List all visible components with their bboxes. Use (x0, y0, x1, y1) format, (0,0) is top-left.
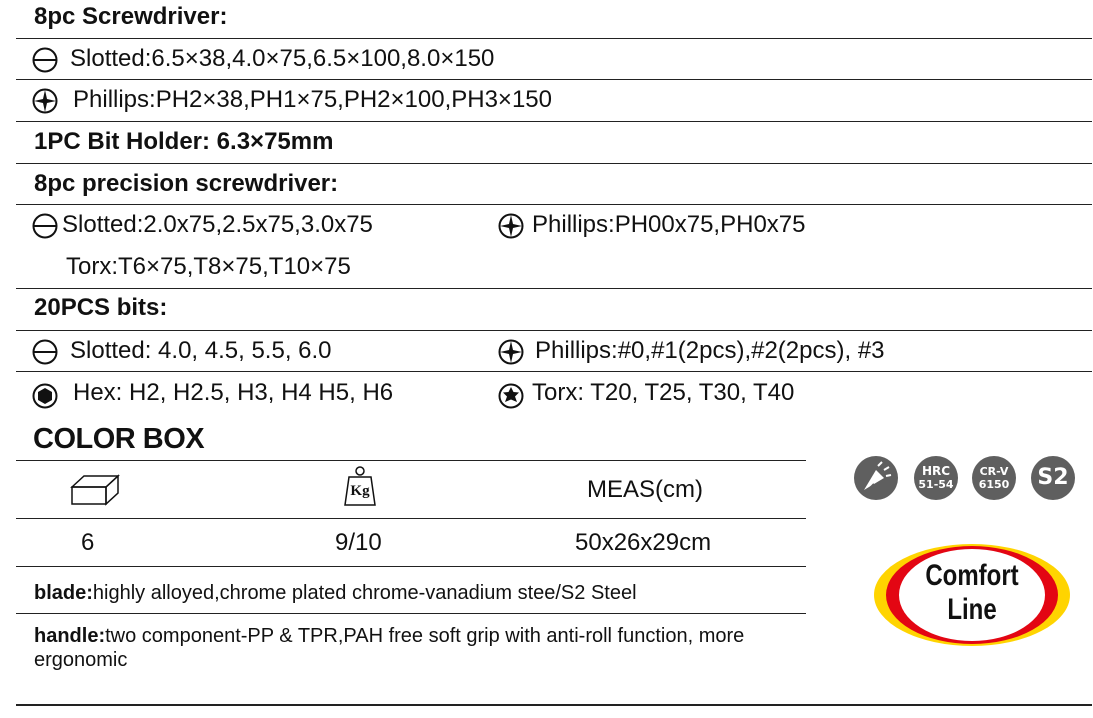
precision-slotted-spec: Slotted:2.0x75,2.5x75,3.0x75 (62, 211, 373, 238)
weight-value: 9/10 (335, 529, 382, 556)
bits-hex-spec: Hex: H2, H2.5, H3, H4 H5, H6 (73, 379, 394, 406)
section-title-8pc-screwdriver: 8pc Screwdriver: (34, 3, 228, 30)
kg-label: Kg (350, 483, 370, 499)
divider (16, 0, 1092, 39)
crv-badge (972, 456, 1016, 500)
bits-torx-spec: Torx: T20, T25, T30, T40 (532, 379, 795, 406)
impact-resistant-icon (854, 456, 898, 500)
divider (16, 122, 1092, 164)
bottom-rule (16, 704, 1092, 706)
divider (16, 460, 806, 461)
divider (16, 164, 1092, 205)
divider (16, 39, 1092, 80)
divider (16, 205, 1092, 289)
divider (16, 518, 806, 519)
logo-line2: Line (947, 593, 997, 626)
blade-note (34, 581, 804, 605)
phillips-spec: Phillips:PH2×38,PH1×75,PH2×100,PH3×150 (73, 86, 552, 113)
handle-text: two component-PP & TPR,PAH free soft grip with anti-roll function, more ergonomic (34, 625, 745, 671)
blade-label: blade: (34, 582, 93, 604)
logo-line1: Comfort (925, 559, 1019, 592)
divider (16, 613, 806, 614)
handle-note (34, 624, 804, 672)
divider (16, 566, 806, 567)
divider (16, 80, 1092, 122)
crv-grade: 6150 (978, 478, 1010, 491)
precision-torx-spec: Torx:T6×75,T8×75,T10×75 (66, 253, 351, 280)
divider (16, 331, 1092, 372)
torx-icon (498, 383, 524, 409)
blade-text: highly alloyed,chrome plated chrome-vanadium stee/S2 Steel (92, 582, 637, 604)
s2-badge (1031, 456, 1075, 500)
bits-slotted-spec: Slotted: 4.0, 4.5, 5.5, 6.0 (70, 337, 332, 364)
hex-icon (32, 383, 58, 409)
hrc-label: HRC (921, 464, 951, 478)
hrc-badge (914, 456, 958, 500)
meas-header: MEAS(cm) (587, 476, 703, 503)
box-icon (70, 473, 120, 507)
divider (16, 289, 1092, 331)
crv-label: CR-V (979, 465, 1009, 478)
section-title-precision: 8pc precision screwdriver: (34, 170, 339, 197)
section-title-bits: 20PCS bits: (34, 294, 168, 321)
quantity-value: 6 (81, 529, 95, 556)
section-title-bit-holder: 1PC Bit Holder: 6.3×75mm (34, 128, 334, 155)
precision-phillips-spec: Phillips:PH00x75,PH0x75 (532, 211, 806, 238)
meas-value: 50x26x29cm (575, 529, 712, 556)
s2-label: S2 (1037, 465, 1069, 490)
bits-phillips-spec: Phillips:#0,#1(2pcs),#2(2pcs), #3 (535, 337, 885, 364)
comfort-line-logo (872, 543, 1072, 648)
color-box-title: COLOR BOX (33, 423, 205, 455)
hrc-range: 51-54 (918, 478, 954, 491)
slotted-spec: Slotted:6.5×38,4.0×75,6.5×100,8.0×150 (70, 45, 495, 72)
weight-icon (343, 465, 377, 507)
handle-label: handle: (34, 625, 106, 647)
